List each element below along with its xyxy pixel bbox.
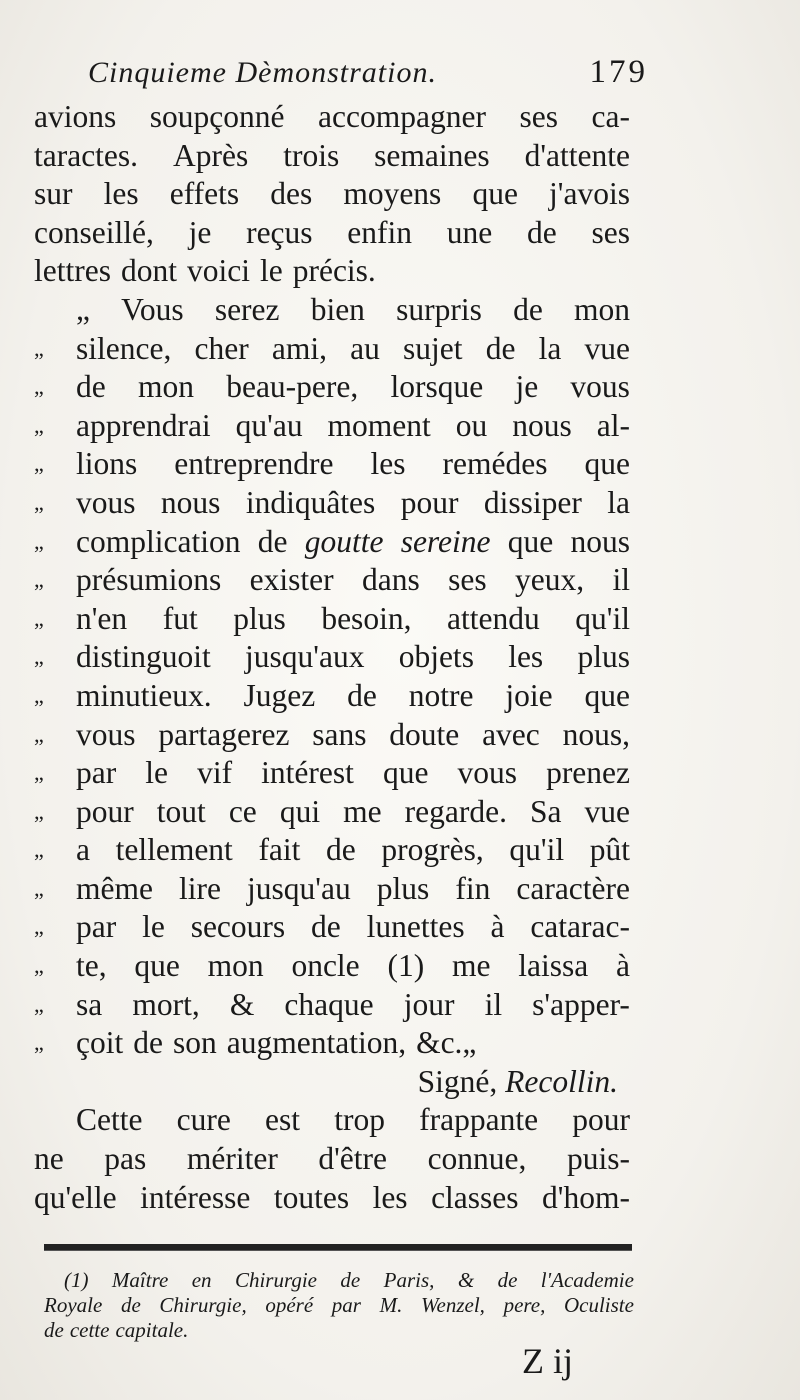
word: Chirurgie: [234, 1268, 317, 1292]
word: ou: [455, 407, 488, 443]
word: doute: [389, 716, 460, 752]
line-text: [76, 407, 630, 446]
word: soupçonné: [149, 99, 285, 134]
text-line: [34, 831, 630, 870]
word: toutes: [273, 1179, 350, 1215]
word: me: [343, 793, 382, 829]
line-text: [34, 175, 630, 214]
word: sa: [76, 986, 103, 1022]
running-title: Cinquieme Dèmonstration.: [88, 56, 437, 89]
word: exister: [249, 562, 334, 598]
line-text: [76, 445, 630, 484]
line-text: [76, 908, 630, 947]
word: que: [584, 677, 630, 713]
word: ca-: [591, 99, 630, 134]
text-line: [34, 561, 630, 600]
word: même: [76, 870, 153, 906]
word: pere,: [503, 1293, 546, 1317]
text-line: [34, 908, 630, 947]
word: çoit: [76, 1025, 124, 1061]
word: vous: [76, 716, 136, 752]
word: de: [497, 1268, 518, 1292]
word: moyens: [343, 176, 442, 212]
quote-mark: „: [34, 489, 44, 515]
text-line: [34, 1101, 630, 1140]
quote-mark: „: [34, 721, 44, 747]
word: trois: [283, 137, 340, 173]
word: à: [490, 909, 505, 945]
text-line: [34, 677, 630, 716]
word: Maître: [111, 1268, 169, 1292]
word: effets: [169, 176, 240, 212]
signature-line: [34, 1063, 630, 1102]
word: vous: [76, 484, 136, 520]
word: distinguoit: [76, 639, 211, 675]
word: trop: [334, 1102, 385, 1138]
word: M.: [379, 1293, 403, 1317]
text-line: [34, 1140, 630, 1179]
word: al-: [596, 407, 630, 443]
line-text: [76, 831, 630, 870]
word: secours: [190, 909, 286, 945]
word: est: [265, 1102, 301, 1138]
word: frappante: [419, 1102, 539, 1138]
word: pour: [572, 1102, 630, 1138]
word: vue: [584, 330, 630, 366]
line-text: [76, 986, 630, 1025]
word: la: [607, 484, 630, 520]
word: plus: [577, 639, 630, 675]
word: que: [472, 176, 518, 212]
word: tellement: [115, 832, 233, 868]
text-line: [34, 754, 630, 793]
word: d'attente: [524, 137, 630, 173]
word: nous: [160, 484, 221, 520]
word: de: [311, 909, 341, 945]
word: puis-: [566, 1141, 630, 1177]
text-line: [34, 252, 630, 291]
body-text: [34, 98, 630, 1217]
word: Paris,: [383, 1268, 435, 1292]
word: dans: [361, 562, 420, 598]
word: bien: [310, 291, 365, 327]
word: sujet: [403, 330, 463, 366]
word: augmentation,: [226, 1025, 407, 1061]
text-line: [34, 484, 630, 523]
footnote-line: [44, 1268, 634, 1293]
word: ses: [519, 99, 558, 134]
word: &: [229, 986, 255, 1022]
word: des: [270, 176, 313, 212]
word: en: [191, 1268, 212, 1292]
word: je: [188, 214, 212, 250]
word: besoin,: [321, 600, 412, 636]
word: silence,: [76, 330, 172, 366]
text-line: [34, 445, 630, 484]
quote-mark: „: [34, 374, 44, 400]
word: lire: [179, 870, 221, 906]
word: attendu: [447, 600, 540, 636]
quote-mark: „: [34, 760, 44, 786]
word: par: [331, 1293, 361, 1317]
quote-mark: „: [34, 528, 44, 554]
word: par: [76, 909, 117, 945]
word: qui: [279, 793, 321, 829]
word: que: [507, 523, 554, 559]
word: (1): [64, 1268, 89, 1292]
word: que: [584, 446, 630, 482]
word: opéré: [265, 1293, 314, 1317]
word: objets: [398, 639, 474, 675]
word: à: [616, 948, 630, 984]
word: ne: [34, 1141, 64, 1177]
text-line: [34, 870, 630, 909]
word: intérest: [261, 755, 354, 791]
word: taractes.: [34, 137, 139, 173]
line-text: [76, 523, 630, 562]
word: le: [142, 909, 165, 945]
line-text: [34, 98, 630, 137]
word: indiquâtes: [245, 484, 376, 520]
word: nous: [512, 407, 572, 443]
footnote-rule: [44, 1244, 632, 1251]
word: ses: [591, 214, 630, 250]
text-line: [34, 1024, 630, 1063]
word: ses: [448, 562, 487, 598]
word: „: [76, 291, 90, 327]
word: qu'il: [575, 600, 630, 636]
word: dont: [120, 253, 177, 289]
word: classes: [431, 1179, 519, 1215]
word: son: [172, 1025, 217, 1061]
line-text: [76, 677, 630, 716]
word: il: [484, 986, 503, 1022]
line-text: [76, 330, 630, 369]
word: connue,: [427, 1141, 527, 1177]
quote-mark: „: [34, 412, 44, 438]
word: capitale.: [115, 1318, 189, 1342]
word: enfin: [347, 214, 413, 250]
line-text: [76, 600, 630, 639]
word: moment: [327, 407, 431, 443]
word: mon: [137, 369, 194, 405]
word: cette: [69, 1318, 110, 1342]
text-line: [34, 368, 630, 407]
word: les: [370, 446, 406, 482]
word: oncle: [291, 948, 360, 984]
line-text: [76, 754, 630, 793]
text-line: [34, 986, 630, 1025]
word: Jugez: [243, 677, 316, 713]
line-text: [76, 368, 630, 407]
word: mon: [207, 948, 264, 984]
word: au: [350, 330, 380, 366]
word: lettres: [34, 253, 111, 289]
italic-word: sereine: [400, 523, 491, 559]
line-text: [76, 793, 630, 832]
text-line: [34, 793, 630, 832]
word: serez: [214, 291, 280, 327]
word: qu'elle: [34, 1179, 117, 1215]
word: joie: [505, 677, 553, 713]
word: vous: [570, 369, 630, 405]
text-line: [34, 291, 630, 330]
word: Oculiste: [563, 1293, 634, 1317]
line-text: [76, 947, 630, 986]
quote-mark: „: [34, 953, 44, 979]
word: une: [446, 214, 493, 250]
text-line: [34, 600, 630, 639]
word: de: [347, 677, 377, 713]
text-line: [34, 98, 630, 137]
word: pour: [76, 793, 134, 829]
text-line: [34, 407, 630, 446]
word: ami,: [271, 330, 327, 366]
signature-prefix: Signé,: [417, 1063, 506, 1099]
quote-mark: „: [34, 682, 44, 708]
word: plus: [376, 870, 430, 906]
word: avec: [482, 716, 540, 752]
word: partagerez: [158, 716, 290, 752]
word: cher: [194, 330, 249, 366]
quote-mark: „: [34, 567, 44, 593]
word: entreprendre: [174, 446, 334, 482]
word: de: [76, 369, 106, 405]
word: mon: [573, 291, 630, 327]
word: complication: [76, 523, 241, 559]
word: qu'au: [235, 407, 303, 443]
word: vue: [584, 793, 630, 829]
quote-mark: „: [34, 991, 44, 1017]
quote-mark: „: [34, 605, 44, 631]
quote-mark: „: [34, 914, 44, 940]
word: cure: [176, 1102, 231, 1138]
word: lions: [76, 446, 138, 482]
word: vif: [197, 755, 233, 791]
word: sans: [312, 716, 367, 752]
quote-mark: „: [34, 798, 44, 824]
word: me: [451, 948, 491, 984]
word: d'hom-: [542, 1179, 630, 1215]
word: surpris: [396, 291, 482, 327]
text-line: [34, 523, 630, 562]
text-line: [34, 175, 630, 214]
word: mort,: [132, 986, 200, 1022]
word: il: [612, 562, 630, 598]
word: jour: [403, 986, 455, 1022]
word: te,: [76, 948, 107, 984]
word: de: [485, 330, 516, 366]
word: progrès,: [381, 832, 484, 868]
word: pas: [104, 1141, 147, 1177]
word: de: [527, 214, 557, 250]
word: de: [257, 523, 288, 559]
word: de: [133, 1025, 163, 1061]
word: lorsque: [390, 369, 484, 405]
word: sur: [34, 176, 73, 212]
word: les: [508, 639, 544, 675]
word: précis.: [292, 253, 376, 289]
word: présumions: [76, 562, 222, 598]
word: que: [134, 948, 180, 984]
word: les: [103, 176, 139, 212]
text-line: [34, 214, 630, 253]
word: vous: [457, 755, 517, 791]
word: caractère: [516, 870, 630, 906]
word: chaque: [284, 986, 374, 1022]
word: nous,: [562, 716, 630, 752]
signature-name: Recollin.: [505, 1063, 618, 1099]
word: fin: [455, 870, 491, 906]
word: jusqu'aux: [245, 639, 365, 675]
word: &c.„: [416, 1025, 477, 1061]
footnote-line: [44, 1293, 634, 1318]
word: le: [259, 253, 283, 289]
quote-mark: „: [34, 1030, 44, 1056]
word: mériter: [186, 1141, 278, 1177]
word: (1): [387, 948, 425, 984]
text-line: [34, 947, 630, 986]
word: l'Academie: [540, 1268, 634, 1292]
word: regarde.: [404, 793, 507, 829]
quote-mark: „: [34, 335, 44, 361]
word: nous: [570, 523, 630, 559]
word: Après: [173, 137, 249, 173]
word: de: [340, 1268, 361, 1292]
word: Cette: [76, 1102, 143, 1138]
line-text: [76, 484, 630, 523]
word: fait: [258, 832, 301, 868]
word: de: [513, 291, 543, 327]
word: d'être: [318, 1141, 388, 1177]
text-line: [34, 137, 630, 176]
word: laissa: [518, 948, 589, 984]
word: je: [515, 369, 539, 405]
signature-mark: Z ij: [522, 1341, 573, 1381]
line-text: [34, 137, 630, 176]
italic-word: goutte: [304, 523, 384, 559]
word: semaines: [374, 137, 490, 173]
line-text: [76, 291, 630, 330]
text-line: [34, 638, 630, 677]
text-line: [34, 330, 630, 369]
running-header: [88, 52, 648, 96]
word: de: [120, 1293, 141, 1317]
word: n'en: [76, 600, 128, 636]
quote-mark: „: [34, 644, 44, 670]
word: intéresse: [140, 1179, 251, 1215]
word: j'avois: [549, 176, 630, 212]
line-text: [76, 1024, 630, 1063]
word: avions: [34, 99, 117, 134]
word: que: [382, 755, 429, 791]
word: par: [76, 755, 117, 791]
word: plus: [233, 600, 286, 636]
word: Sa: [529, 793, 562, 829]
line-text: [34, 252, 630, 291]
line-text: [76, 638, 630, 677]
word: a: [76, 832, 90, 868]
word: qu'il: [509, 832, 565, 868]
word: dissiper: [483, 484, 582, 520]
word: prenez: [546, 755, 630, 791]
word: de: [326, 832, 356, 868]
line-text: [76, 716, 630, 755]
line-text: [76, 561, 630, 600]
footnote: [44, 1268, 634, 1343]
text-line: [34, 1179, 630, 1218]
quote-mark: „: [34, 837, 44, 863]
word: catarac-: [530, 909, 630, 945]
word: jusqu'au: [247, 870, 351, 906]
line-text: [76, 870, 630, 909]
word: fut: [162, 600, 198, 636]
word: apprendrai: [76, 407, 211, 443]
text-line: [34, 716, 630, 755]
line-text: [34, 214, 630, 253]
word: pour: [400, 484, 459, 520]
word: remédes: [442, 446, 548, 482]
word: Chirurgie,: [159, 1293, 247, 1317]
quote-mark: „: [34, 875, 44, 901]
line-text: [76, 1101, 630, 1140]
word: conseillé,: [34, 214, 154, 250]
word: yeux,: [514, 562, 585, 598]
quote-mark: „: [34, 451, 44, 477]
word: tout: [156, 793, 206, 829]
word: beau-pere,: [226, 369, 359, 405]
word: notre: [408, 677, 474, 713]
word: minutieux.: [76, 677, 212, 713]
word: &: [457, 1268, 475, 1292]
line-text: [34, 1179, 630, 1218]
word: s'apper-: [532, 986, 630, 1022]
word: Vous: [121, 291, 184, 327]
word: Royale: [44, 1293, 103, 1317]
word: ce: [228, 793, 257, 829]
word: lunettes: [366, 909, 465, 945]
word: accompagner: [318, 99, 486, 134]
word: pût: [589, 832, 630, 868]
word: les: [372, 1179, 408, 1215]
page-number: 179: [589, 54, 648, 90]
line-text: [34, 1140, 630, 1179]
word: Wenzel,: [420, 1293, 485, 1317]
word: de: [44, 1318, 64, 1342]
word: voici: [186, 253, 250, 289]
word: reçus: [246, 214, 313, 250]
word: le: [145, 755, 169, 791]
word: la: [538, 330, 562, 366]
